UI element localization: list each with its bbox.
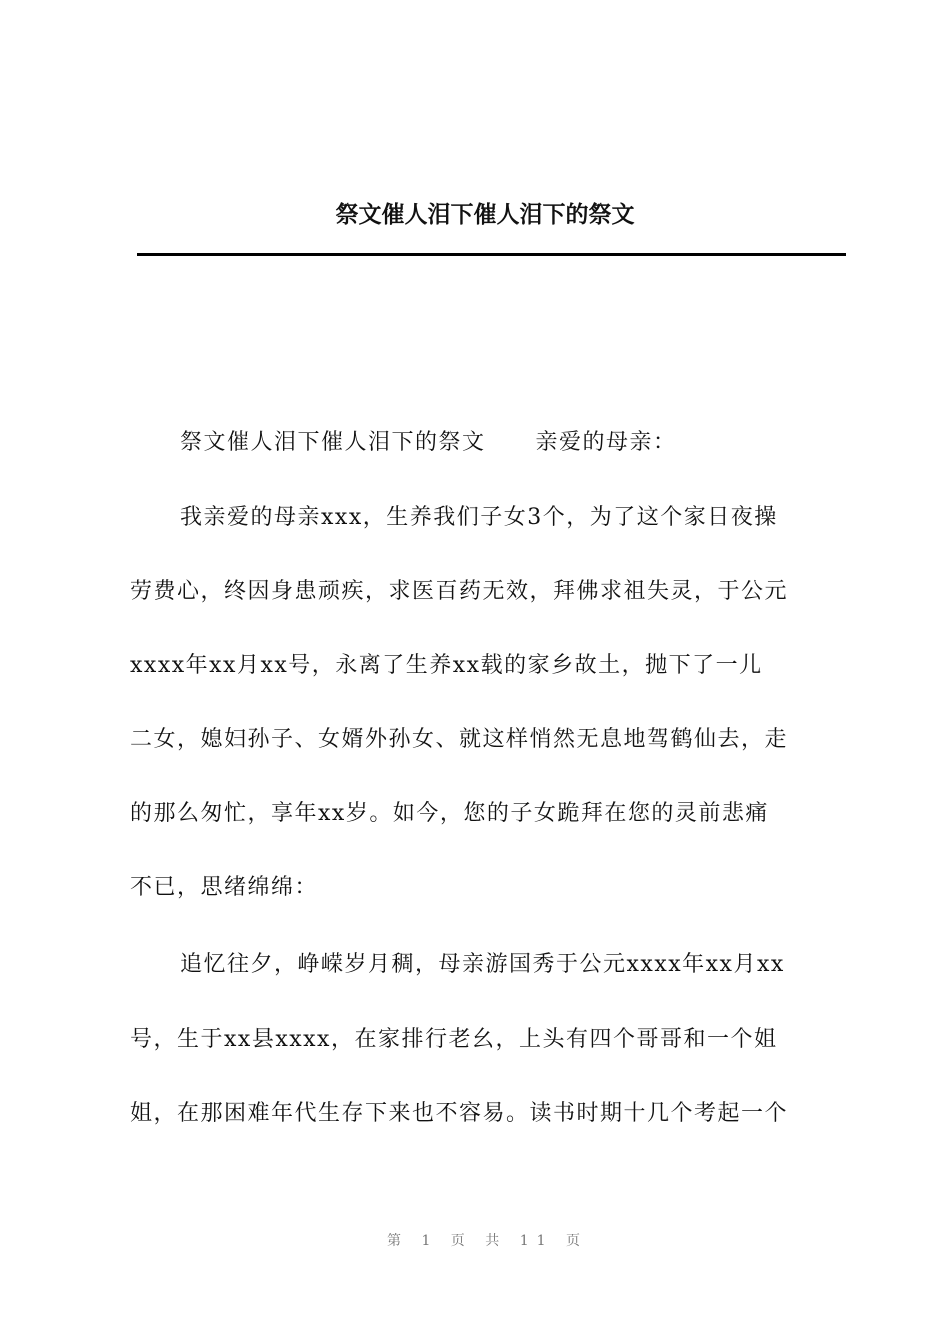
page-number-footer: 第 1 页 共 11 页 xyxy=(387,1233,588,1249)
body-line: 姐，在那困难年代生存下来也不容易。读书时期十几个考起一个 xyxy=(130,1101,789,1126)
body-line: 的那么匆忙，享年xx岁。如今，您的子女跪拜在您的灵前悲痛 xyxy=(130,801,769,826)
body-line: 号，生于xx县xxxx，在家排行老幺，上头有四个哥哥和一个姐 xyxy=(130,1027,778,1052)
opening-title: 祭文催人泪下催人泪下的祭文 xyxy=(180,430,486,455)
title-divider xyxy=(137,253,846,256)
paragraph-opening xyxy=(180,428,845,458)
body-line: xxxx年xx月xx号，永离了生养xx载的家乡故土，抛下了一儿 xyxy=(130,653,763,678)
body-line: 追忆往夕，峥嵘岁月稠，母亲游国秀于公元xxxx年xx月xx xyxy=(180,952,785,977)
body-line: 二女，媳妇孙子、女婿外孙女、就这样悄然无息地驾鹤仙去，走 xyxy=(130,727,789,752)
salutation: 亲爱的母亲： xyxy=(535,430,677,455)
document-title: 祭文催人泪下催人泪下的祭文 xyxy=(335,202,635,228)
body-line: 不已，思绪绵绵： xyxy=(130,875,319,900)
body-line: 劳费心，终因身患顽疾，求医百药无效，拜佛求祖失灵，于公元 xyxy=(130,579,789,604)
body-line: 我亲爱的母亲xxx，生养我们子女3个，为了这个家日夜操 xyxy=(180,505,778,530)
